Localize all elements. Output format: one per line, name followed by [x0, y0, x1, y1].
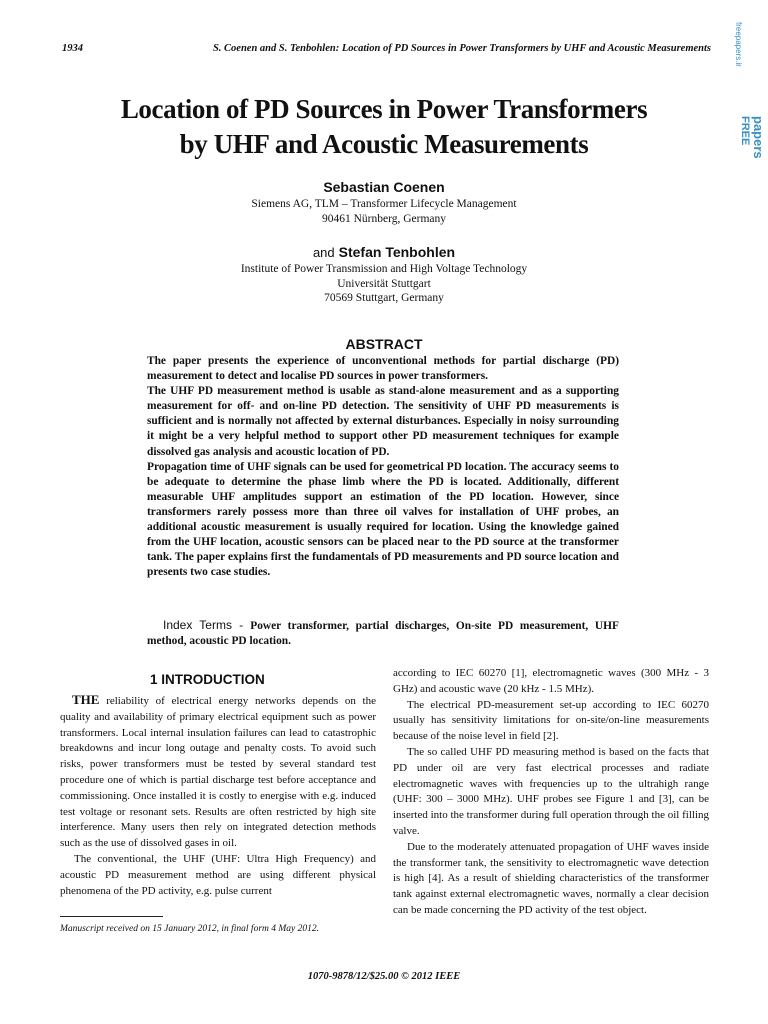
affiliation-line: 70569 Stuttgart, Germany	[324, 292, 444, 304]
column-left	[60, 692, 376, 899]
abstract-paragraph: The paper presents the experience of unconventional methods for partial discharge (PD) measurement to detect and localise PD sources in power transformers.	[147, 355, 619, 383]
body-paragraph: The conventional, the UHF (UHF: Ultra High Frequency) and acoustic PD measurement method are using different physical phenomena of the PD activity, e.g. pulse current	[60, 852, 376, 897]
index-terms-label: Index Terms -	[163, 618, 251, 632]
page-footer: 1070-9878/12/$25.00 © 2012 IEEE	[307, 971, 461, 982]
author-1-name: Sebastian Coenen	[323, 179, 445, 195]
affiliation-line: 90461 Nürnberg, Germany	[321, 212, 447, 225]
index-terms	[147, 618, 619, 649]
abstract-paragraph: Propagation time of UHF signals can be used for geometrical PD location. The accuracy seems to be adequate to determine the phase limb where the PD is located. Additionally, different measurable UHF amplitudes support an estimation of the PD location. However, since transformers rarely possess more than three oil valves for installation of UHF probes, an additional acoustic measurement is usually required for location. Using the knowledge gained from the UHF location, acoustic sensors can be placed near to the PD source at the transformer tank. The paper explains first the fundamentals of PD measurements and PD source location and presents two case studies.	[147, 460, 619, 579]
body-paragraph	[60, 692, 376, 852]
author-2-affiliation	[60, 262, 708, 306]
abstract-body	[147, 354, 619, 580]
author-2-prefix: and	[312, 245, 335, 260]
paragraph-text: reliability of electrical energy networks depends on the quality and availability of primary electrical equipment such as power transformers. Local internal insulation failures can lead to catastrophic breakdowns and incur long outage and penalty costs. To avoid such risks, power transformers must be tested by several standard test procedure one of which is partial discharge test before acceptance and commissioning. Once installed it is costly to energise with e.g. induced test voltage or resonant sets. Results are often restricted by high site interference. Many users then rely on integrated detection methods such as the use of dissolved gases in oil.	[60, 695, 376, 850]
running-title: S. Coenen and S. Tenbohlen: Location of PD Sources in Power Transformers by UHF and Acoustic Measurements	[212, 43, 711, 54]
author-1-affiliation	[60, 197, 708, 226]
body-paragraph: The so called UHF PD measuring method is based on the facts that PD under oil are very fast electrical processes and radiate electromagnetic waves with frequencies up to the ultrahigh range (UHF: 300 – 3000 MHz). UHF probes see Figure 1 and [3], can be inserted into the transformer during full operation through the oil filling valve.	[393, 745, 709, 837]
author-2	[60, 244, 708, 262]
page-number: 1934	[62, 43, 83, 54]
body-paragraph: The electrical PD-measurement set-up according to IEC 60270 usually has sensitivity limitations for on-site/on-line measurements because of the noise level in field [2].	[393, 698, 709, 743]
affiliation-line: Siemens AG, TLM – Transformer Lifecycle Management	[251, 198, 517, 210]
footnote: Manuscript received on 15 January 2012, in final form 4 May 2012.	[60, 924, 320, 934]
title-line-1: Location of PD Sources in Power Transformers	[120, 94, 648, 124]
index-terms-text: Power transformer, partial discharges, On-site PD measurement, UHF method, acoustic PD location.	[147, 620, 619, 648]
abstract-heading: ABSTRACT	[345, 336, 423, 352]
title-line-2: by UHF and Acoustic Measurements	[179, 129, 589, 159]
stamp-free: FREE	[739, 116, 751, 146]
stamp-site: freepapers.ir	[734, 22, 743, 67]
paper-title	[60, 92, 708, 162]
body-paragraph: according to IEC 60270 [1], electromagnetic waves (300 MHz - 3 GHz) and acoustic wave (20 kHz - 1.5 MHz).	[393, 667, 709, 695]
affiliation-line: Institute of Power Transmission and High Voltage Technology	[240, 263, 528, 275]
affiliation-line: Universität Stuttgart	[337, 277, 431, 290]
body-paragraph: Due to the moderately attenuated propagation of UHF waves inside the transformer tank, the sensitivity to electromagnetic wave detection is high [4]. As a result of shielding characteristics of the transformer tank against external electromagnetic waves, normally a clear decision can be made concerning the PD activity of the test object.	[393, 840, 709, 916]
stamp-papers: papers	[751, 116, 766, 159]
footnote-rule	[60, 916, 163, 917]
drop-cap: THE	[72, 692, 100, 707]
column-right	[393, 666, 709, 919]
abstract-paragraph: The UHF PD measurement method is usable as stand-alone measurement and as a supporting measurement for off- and on-line PD detection. The sensitivity of UHF PD measurements is sufficient and is normally not affected by external disturbances. Especially in noisy surrounding it might be a very helpful method to support other PD measurement techniques for example dissolved gas analysis and acoustic location of PD.	[147, 385, 619, 458]
author-2-name: Stefan Tenbohlen	[338, 244, 456, 260]
free-papers-stamp	[728, 18, 766, 168]
section-heading: 1 INTRODUCTION	[150, 672, 265, 687]
